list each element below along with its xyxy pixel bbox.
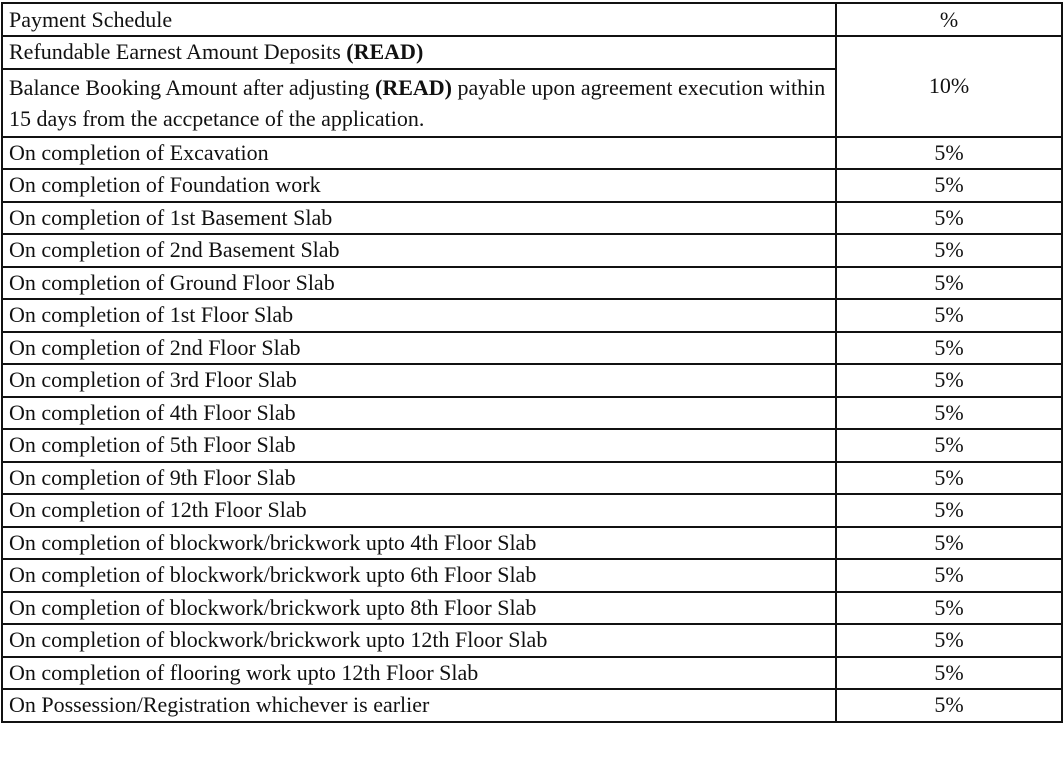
- milestone-percent: 5%: [836, 137, 1062, 170]
- header-row: [2, 3, 1062, 36]
- table-row: [2, 169, 1062, 202]
- payment-schedule-table: [1, 2, 1063, 723]
- milestone-percent: 5%: [836, 267, 1062, 300]
- table-row: [2, 624, 1062, 657]
- table-row: [2, 364, 1062, 397]
- milestone-percent: 5%: [836, 202, 1062, 235]
- table-row: [2, 689, 1062, 722]
- table-row: [2, 137, 1062, 170]
- milestone-label: On completion of 5th Floor Slab: [2, 429, 836, 462]
- milestone-percent: 5%: [836, 332, 1062, 365]
- milestone-percent: 5%: [836, 559, 1062, 592]
- table-row: [2, 429, 1062, 462]
- milestone-percent: 5%: [836, 527, 1062, 560]
- milestone-label: On completion of Foundation work: [2, 169, 836, 202]
- milestone-label: On completion of 2nd Basement Slab: [2, 234, 836, 267]
- milestone-percent: 5%: [836, 397, 1062, 430]
- milestone-label: On completion of blockwork/brickwork upto 6th Floor Slab: [2, 559, 836, 592]
- milestone-label: On completion of 4th Floor Slab: [2, 397, 836, 430]
- table-row: [2, 202, 1062, 235]
- balance-text-b: payable upon agreement execution within 15 days from the accpetance of the application.: [9, 74, 826, 131]
- booking-percent: 10%: [836, 36, 1062, 137]
- milestone-percent: 5%: [836, 494, 1062, 527]
- milestone-label: On completion of 3rd Floor Slab: [2, 364, 836, 397]
- deposit-text: Refundable Earnest Amount Deposits: [9, 39, 341, 65]
- table-row: [2, 267, 1062, 300]
- deposit-read-bold: (READ): [346, 39, 424, 65]
- milestone-percent: 5%: [836, 657, 1062, 690]
- milestone-label: On completion of 12th Floor Slab: [2, 494, 836, 527]
- milestone-percent: 5%: [836, 462, 1062, 495]
- header-label: Payment Schedule: [2, 3, 836, 36]
- balance-description: [2, 69, 836, 137]
- milestone-label: On completion of 9th Floor Slab: [2, 462, 836, 495]
- milestone-percent: 5%: [836, 234, 1062, 267]
- milestone-label: On completion of Excavation: [2, 137, 836, 170]
- milestone-percent: 5%: [836, 169, 1062, 202]
- table-row: [2, 592, 1062, 625]
- milestone-label: On completion of blockwork/brickwork upto 12th Floor Slab: [2, 624, 836, 657]
- milestone-label: On completion of Ground Floor Slab: [2, 267, 836, 300]
- table-row: [2, 299, 1062, 332]
- milestone-label: On completion of 2nd Floor Slab: [2, 332, 836, 365]
- milestone-label: On completion of blockwork/brickwork upto 8th Floor Slab: [2, 592, 836, 625]
- milestone-percent: 5%: [836, 689, 1062, 722]
- table-row: [2, 397, 1062, 430]
- milestone-label: On completion of 1st Basement Slab: [2, 202, 836, 235]
- table-row: [2, 559, 1062, 592]
- milestone-label: On completion of flooring work upto 12th Floor Slab: [2, 657, 836, 690]
- deposit-description: [2, 36, 836, 69]
- booking-row-deposit: [2, 36, 1062, 69]
- milestone-percent: 5%: [836, 299, 1062, 332]
- table-row: [2, 234, 1062, 267]
- balance-text-a: Balance Booking Amount after adjusting: [9, 74, 370, 100]
- milestone-percent: 5%: [836, 364, 1062, 397]
- milestone-percent: 5%: [836, 592, 1062, 625]
- milestone-label: On completion of blockwork/brickwork upto 4th Floor Slab: [2, 527, 836, 560]
- table-row: [2, 527, 1062, 560]
- milestone-label: On Possession/Registration whichever is earlier: [2, 689, 836, 722]
- table-row: [2, 657, 1062, 690]
- table-row: [2, 332, 1062, 365]
- balance-read-bold: (READ): [375, 74, 452, 100]
- milestone-label: On completion of 1st Floor Slab: [2, 299, 836, 332]
- table-row: [2, 462, 1062, 495]
- milestone-percent: 5%: [836, 624, 1062, 657]
- milestone-percent: 5%: [836, 429, 1062, 462]
- header-percent: %: [836, 3, 1062, 36]
- table-row: [2, 494, 1062, 527]
